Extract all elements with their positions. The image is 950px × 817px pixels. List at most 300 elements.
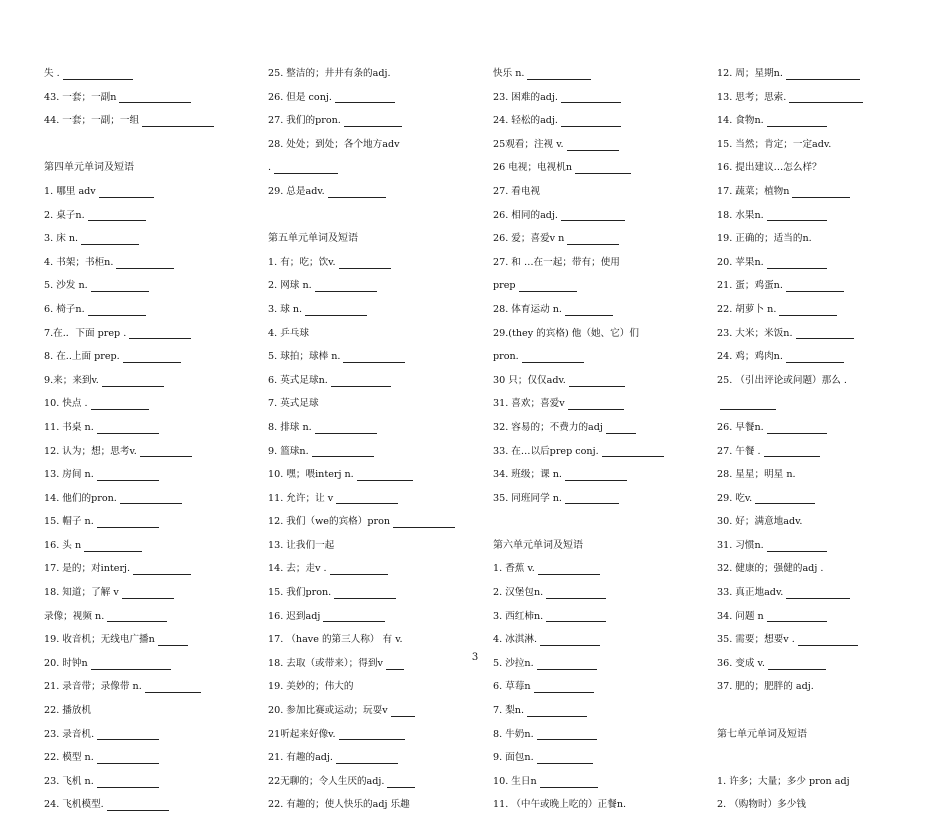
vocab-line — [717, 463, 863, 487]
answer-blank[interactable] — [575, 162, 631, 174]
vocab-line — [493, 133, 664, 157]
vocab-text: 27. 看电视 — [493, 185, 541, 197]
vocab-line — [717, 416, 863, 440]
answer-blank[interactable] — [97, 422, 159, 434]
vocab-text: 4. 书架；书柜n. — [44, 256, 114, 268]
answer-blank[interactable] — [119, 91, 191, 103]
vocab-text: 43. 一套；一副n — [44, 91, 117, 103]
answer-blank[interactable] — [99, 186, 154, 198]
vocab-text: 26 电视；电视机n — [493, 162, 572, 174]
vocab-text: 23. 困难的adj. — [493, 91, 558, 103]
answer-blank[interactable] — [519, 280, 577, 292]
vocab-text: 4. 乒乓球 — [268, 327, 309, 339]
vocab-line — [493, 274, 664, 298]
vocab-text: 23. 大米；米饭n. — [717, 327, 793, 339]
vocab-line — [717, 369, 863, 393]
vocab-text: 20. 参加比赛或运动；玩耍v — [268, 705, 388, 717]
vocab-text: 26. 早餐n. — [717, 421, 764, 433]
vocab-line — [268, 62, 455, 86]
section-heading-text: 第四单元单词及短语 — [44, 162, 134, 174]
vocab-line — [44, 180, 214, 204]
answer-blank[interactable] — [140, 445, 192, 457]
answer-blank[interactable] — [798, 634, 858, 646]
vocab-text: 23. 录音机. — [44, 728, 95, 740]
answer-blank[interactable] — [102, 375, 164, 387]
answer-blank[interactable] — [97, 752, 159, 764]
answer-blank[interactable] — [522, 351, 584, 363]
vocab-line — [44, 227, 214, 251]
vocab-line — [44, 298, 214, 322]
vocab-line — [717, 227, 863, 251]
vocab-line — [493, 770, 664, 794]
vocab-line — [717, 605, 863, 629]
vocab-line — [493, 557, 664, 581]
vocab-text: 11. 允许；让 v — [268, 492, 334, 504]
section-heading — [493, 534, 664, 558]
answer-blank[interactable] — [344, 115, 402, 127]
vocab-line — [493, 463, 664, 487]
vocab-line — [717, 392, 863, 416]
vocab-text: 32. 健康的；强健的adj . — [717, 563, 824, 575]
answer-blank[interactable] — [786, 68, 860, 80]
answer-blank[interactable] — [568, 398, 624, 410]
answer-blank[interactable] — [84, 540, 142, 552]
vocab-line — [268, 487, 455, 511]
spacer — [493, 510, 664, 534]
vocab-line — [493, 416, 664, 440]
section-heading — [44, 156, 214, 180]
vocab-text: prep — [493, 280, 516, 292]
vocab-text: 22. 播放机 — [44, 705, 92, 717]
vocab-text: 14. 食物n. — [717, 115, 764, 127]
vocab-text: 25. 整洁的；井井有条的adj. — [268, 68, 391, 79]
vocab-line — [268, 345, 455, 369]
vocab-text: 12. 我们（we的宾格）pron — [268, 516, 391, 528]
vocab-text: 17. （have 的第三人称） 有 v. — [268, 634, 403, 646]
vocab-text: 8. 牛奶n. — [493, 728, 534, 740]
vocab-line — [717, 557, 863, 581]
vocab-text: 35. 同班同学 n. — [493, 492, 562, 504]
answer-blank[interactable] — [88, 209, 146, 221]
vocab-text: 2. 桌子n. — [44, 209, 85, 221]
vocab-line — [717, 440, 863, 464]
vocab-line — [717, 109, 863, 133]
answer-blank[interactable] — [796, 327, 854, 339]
answer-blank[interactable] — [81, 233, 139, 245]
vocab-line — [44, 510, 214, 534]
answer-blank[interactable] — [336, 752, 398, 764]
vocab-text: 24. 鸡；鸡肉n. — [717, 351, 783, 363]
vocab-line — [268, 109, 455, 133]
column-3 — [493, 62, 664, 817]
answer-blank[interactable] — [91, 280, 149, 292]
answer-blank[interactable] — [767, 540, 827, 552]
vocab-line — [717, 274, 863, 298]
vocab-line — [44, 581, 214, 605]
vocab-text: 11. 书桌 n. — [44, 421, 94, 433]
answer-blank[interactable] — [561, 91, 621, 103]
vocab-text: 4. 冰淇淋. — [493, 634, 538, 646]
vocab-text: 1. 哪里 adv — [44, 185, 96, 197]
vocab-line — [268, 534, 455, 558]
vocab-text: 8. 排球 n. — [268, 421, 312, 433]
vocab-line — [717, 675, 863, 699]
vocab-text: 10. 生日n — [493, 775, 537, 787]
vocab-text: 13. 房间 n. — [44, 469, 94, 481]
vocab-text: pron. — [493, 351, 519, 363]
answer-blank[interactable] — [330, 563, 388, 575]
vocab-text: 20. 时钟n — [44, 657, 88, 669]
vocab-text: 26. 爱；喜爱v n — [493, 233, 565, 245]
vocab-text: 27. 我们的pron. — [268, 115, 341, 127]
vocab-text: 34. 问题 n — [717, 610, 764, 622]
vocab-line — [44, 723, 214, 747]
vocab-line — [44, 86, 214, 110]
vocab-text: 21. 录音带；录像带 n. — [44, 681, 142, 693]
section-heading-text: 第七单元单词及短语 — [717, 728, 807, 740]
answer-blank[interactable] — [343, 351, 405, 363]
answer-blank[interactable] — [145, 681, 201, 693]
vocab-text: 14. 去；走v . — [268, 563, 327, 575]
spacer — [717, 699, 863, 723]
vocab-text: 5. 沙拉n. — [493, 657, 534, 669]
answer-blank[interactable] — [537, 728, 597, 740]
vocab-line — [493, 227, 664, 251]
vocab-text: 33. 真正地adv. — [717, 587, 784, 599]
answer-blank[interactable] — [120, 492, 182, 504]
answer-blank[interactable] — [527, 68, 591, 80]
vocab-text: 17. 是的；对interj. — [44, 563, 131, 575]
answer-blank[interactable] — [116, 257, 174, 269]
vocab-line — [44, 557, 214, 581]
vocab-line — [44, 675, 214, 699]
vocab-text: 22无聊的；令人生厌的adj. — [268, 775, 385, 787]
vocab-line — [268, 746, 455, 770]
vocab-line — [493, 793, 664, 817]
vocab-line — [44, 109, 214, 133]
answer-blank[interactable] — [767, 115, 827, 127]
vocab-line — [493, 180, 664, 204]
vocab-line — [268, 156, 455, 180]
answer-blank[interactable] — [767, 209, 827, 221]
vocab-line — [268, 463, 455, 487]
vocab-line — [268, 274, 455, 298]
vocab-text: 28. 星星；明星 n. — [717, 469, 796, 481]
vocab-line — [717, 156, 863, 180]
vocab-line — [493, 723, 664, 747]
vocab-text: 22. 模型 n. — [44, 752, 94, 764]
vocab-text: 1. 有；吃；饮v. — [268, 256, 336, 268]
vocab-text: 29.(they 的宾格) 他（她、它）们 — [493, 327, 639, 339]
vocab-text: 12. 认为；想；思考v. — [44, 445, 137, 457]
answer-blank[interactable] — [561, 209, 625, 221]
answer-blank[interactable] — [334, 587, 396, 599]
section-heading — [717, 723, 863, 747]
column-2 — [268, 62, 455, 817]
vocab-line — [268, 86, 455, 110]
vocab-line — [493, 392, 664, 416]
vocab-line — [717, 251, 863, 275]
vocab-line — [717, 510, 863, 534]
vocab-text: 1. 香蕉 v. — [493, 563, 535, 575]
vocab-text: 11. （中午或晚上吃的）正餐n. — [493, 799, 627, 811]
vocab-text: 29. 吃v. — [717, 492, 753, 504]
answer-blank[interactable] — [387, 776, 415, 788]
vocab-line — [493, 86, 664, 110]
answer-blank[interactable] — [764, 445, 820, 457]
vocab-text: 3. 球 n. — [268, 303, 303, 315]
column-1 — [44, 62, 214, 817]
vocab-text: 12. 周；星期n. — [717, 68, 783, 79]
vocab-line — [268, 793, 455, 817]
vocab-line — [493, 581, 664, 605]
vocab-text: 3. 床 n. — [44, 233, 79, 245]
vocab-line — [268, 605, 455, 629]
vocab-text: 3. 西红柿n. — [493, 610, 544, 622]
vocab-text: 21. 有趣的adj. — [268, 752, 333, 764]
vocab-line — [493, 62, 664, 86]
vocab-text: 18. 去取（或带来）；得到v — [268, 657, 383, 669]
answer-blank[interactable] — [339, 728, 405, 740]
answer-blank[interactable] — [142, 115, 214, 127]
vocab-text: 5. 沙发 n. — [44, 280, 88, 292]
vocab-text: 31. 喜欢；喜爱v — [493, 398, 565, 410]
spacer — [268, 204, 455, 228]
answer-blank[interactable] — [123, 351, 181, 363]
vocab-line — [44, 392, 214, 416]
answer-blank[interactable] — [561, 115, 621, 127]
vocab-text: 29. 总是adv. — [268, 185, 325, 197]
spacer — [717, 746, 863, 770]
answer-blank[interactable] — [312, 445, 374, 457]
answer-blank[interactable] — [565, 469, 627, 481]
answer-blank[interactable] — [569, 375, 625, 387]
vocab-text: 22. 有趣的；使人快乐的adj 乐趣 — [268, 799, 410, 811]
answer-blank[interactable] — [122, 587, 174, 599]
vocab-text: 33. 在…以后prep conj. — [493, 445, 599, 457]
answer-blank[interactable] — [107, 610, 167, 622]
vocab-text: 21. 蛋；鸡蛋n. — [717, 280, 783, 292]
answer-blank[interactable] — [527, 705, 587, 717]
vocab-line — [493, 322, 664, 346]
answer-blank[interactable] — [107, 799, 169, 811]
answer-blank[interactable] — [546, 587, 606, 599]
vocab-text: 15. 帽子 n. — [44, 516, 94, 528]
vocab-line — [268, 723, 455, 747]
vocab-text: 34. 班级；课 n. — [493, 469, 562, 481]
answer-blank[interactable] — [792, 186, 850, 198]
vocab-line — [44, 322, 214, 346]
vocab-text: 44. 一套；一副；一组 — [44, 115, 140, 127]
vocab-text: 2. 汉堡包n. — [493, 587, 544, 599]
answer-blank[interactable] — [97, 469, 159, 481]
vocab-text: 30 只；仅仅adv. — [493, 374, 566, 386]
answer-blank[interactable] — [315, 422, 377, 434]
vocab-text: 9. 篮球n. — [268, 445, 309, 457]
vocab-line — [717, 322, 863, 346]
vocab-text: 22. 胡萝卜 n. — [717, 303, 777, 315]
answer-blank[interactable] — [546, 610, 606, 622]
answer-blank[interactable] — [720, 398, 776, 410]
answer-blank[interactable] — [567, 139, 619, 151]
vocab-text: 16. 头 n — [44, 539, 82, 551]
answer-blank[interactable] — [88, 304, 146, 316]
vocab-line — [717, 180, 863, 204]
vocab-line — [44, 605, 214, 629]
vocab-line — [268, 628, 455, 652]
vocab-line — [44, 770, 214, 794]
answer-blank[interactable] — [357, 469, 413, 481]
answer-blank[interactable] — [537, 752, 593, 764]
answer-blank[interactable] — [315, 280, 377, 292]
answer-blank[interactable] — [767, 610, 827, 622]
vocab-line — [44, 463, 214, 487]
vocab-text: 8. 在..上面 prep. — [44, 351, 120, 363]
answer-blank[interactable] — [789, 91, 863, 103]
answer-blank[interactable] — [779, 304, 837, 316]
vocab-text: 7. 英式足球 — [268, 398, 319, 410]
vocab-line — [44, 345, 214, 369]
answer-blank[interactable] — [328, 186, 386, 198]
vocab-text: 19. 正确的；适当的n. — [717, 233, 812, 245]
vocab-line — [493, 156, 664, 180]
answer-blank[interactable] — [602, 445, 664, 457]
answer-blank[interactable] — [565, 304, 613, 316]
answer-blank[interactable] — [767, 422, 827, 434]
vocab-line — [493, 699, 664, 723]
vocab-line — [717, 793, 863, 817]
vocab-text: 13. 思考；思索. — [717, 91, 787, 103]
answer-blank[interactable] — [540, 776, 598, 788]
vocab-text: 17. 蔬菜；植物n — [717, 185, 790, 197]
vocab-line — [717, 345, 863, 369]
answer-blank[interactable] — [335, 91, 395, 103]
vocab-line — [44, 416, 214, 440]
vocab-line — [44, 440, 214, 464]
answer-blank[interactable] — [786, 587, 850, 599]
section-heading-text: 第六单元单词及短语 — [493, 539, 583, 551]
vocab-text: 录像；视频 n. — [44, 610, 105, 622]
vocab-text: 2. 网球 n. — [268, 280, 312, 292]
vocab-text: 26. 但是 conj. — [268, 91, 332, 103]
answer-blank[interactable] — [97, 516, 159, 528]
answer-blank[interactable] — [97, 728, 159, 740]
answer-blank[interactable] — [339, 257, 391, 269]
answer-blank[interactable] — [274, 162, 338, 174]
vocab-line — [493, 298, 664, 322]
vocab-line — [44, 204, 214, 228]
vocab-line — [268, 251, 455, 275]
vocab-text: 16. 提出建议…怎么样？ — [717, 162, 822, 174]
vocab-text: 1. 许多；大量；多少 pron adj — [717, 775, 850, 787]
vocab-text: 35. 需要；想要v . — [717, 634, 795, 646]
vocab-line — [268, 581, 455, 605]
vocab-line — [44, 251, 214, 275]
answer-blank[interactable] — [91, 398, 149, 410]
vocab-text: 36. 变成 v. — [717, 657, 765, 669]
vocab-text: 27. 午餐 . — [717, 445, 761, 457]
vocab-line — [268, 133, 455, 157]
vocab-line — [268, 699, 455, 723]
answer-blank[interactable] — [158, 634, 188, 646]
answer-blank[interactable] — [305, 304, 367, 316]
vocab-line — [717, 628, 863, 652]
vocab-line — [493, 628, 664, 652]
vocab-text: 19. 美妙的；伟大的 — [268, 681, 354, 693]
vocab-line — [44, 369, 214, 393]
answer-blank[interactable] — [567, 233, 619, 245]
answer-blank[interactable] — [538, 563, 600, 575]
vocab-line — [493, 746, 664, 770]
answer-blank[interactable] — [391, 705, 415, 717]
answer-blank[interactable] — [336, 492, 398, 504]
vocab-line — [493, 605, 664, 629]
vocab-text: 13. 让我们一起 — [268, 539, 335, 551]
vocab-text: 5. 球拍；球棒 n. — [268, 351, 341, 363]
answer-blank[interactable] — [331, 375, 391, 387]
answer-blank[interactable] — [63, 68, 133, 80]
vocab-text: 6. 英式足球n. — [268, 374, 328, 386]
vocab-text: 15. 我们pron. — [268, 587, 332, 599]
answer-blank[interactable] — [786, 280, 844, 292]
vocab-line — [44, 274, 214, 298]
answer-blank[interactable] — [755, 492, 815, 504]
vocab-line — [268, 322, 455, 346]
spacer — [44, 133, 214, 157]
answer-blank[interactable] — [786, 351, 844, 363]
vocab-line — [493, 675, 664, 699]
vocab-line — [717, 62, 863, 86]
vocab-text: 37. 肥的；肥胖的 adj. — [717, 681, 814, 693]
vocab-line — [717, 204, 863, 228]
vocab-line — [44, 628, 214, 652]
vocab-text: 7. 梨n. — [493, 705, 525, 717]
answer-blank[interactable] — [606, 422, 636, 434]
vocab-line — [493, 251, 664, 275]
vocab-line — [268, 770, 455, 794]
vocab-text: 25. （引出评论或问题）那么 . — [717, 374, 847, 386]
vocab-line — [717, 86, 863, 110]
answer-blank[interactable] — [129, 327, 191, 339]
vocab-text: 失 . — [44, 68, 60, 79]
vocab-line — [717, 534, 863, 558]
vocab-line — [268, 440, 455, 464]
vocab-line — [268, 675, 455, 699]
answer-blank[interactable] — [540, 634, 600, 646]
answer-blank[interactable] — [133, 563, 191, 575]
vocab-text: 9. 面包n. — [493, 752, 534, 764]
vocab-line — [44, 699, 214, 723]
vocab-text: 25观看；注视 v. — [493, 138, 564, 150]
vocab-text: 31. 习惯n. — [717, 539, 764, 551]
answer-blank[interactable] — [323, 610, 385, 622]
vocab-line — [44, 746, 214, 770]
vocab-text: 26. 相同的adj. — [493, 209, 558, 221]
vocab-line — [493, 109, 664, 133]
vocab-line — [44, 62, 214, 86]
vocab-line — [717, 298, 863, 322]
answer-blank[interactable] — [97, 776, 159, 788]
answer-blank[interactable] — [534, 681, 594, 693]
vocab-text: 快乐 n. — [493, 68, 525, 79]
answer-blank[interactable] — [767, 257, 827, 269]
vocab-line — [268, 180, 455, 204]
answer-blank[interactable] — [565, 492, 619, 504]
answer-blank[interactable] — [393, 516, 455, 528]
vocab-line — [493, 204, 664, 228]
vocab-text: 24. 飞机模型. — [44, 799, 104, 811]
vocab-line — [717, 133, 863, 157]
